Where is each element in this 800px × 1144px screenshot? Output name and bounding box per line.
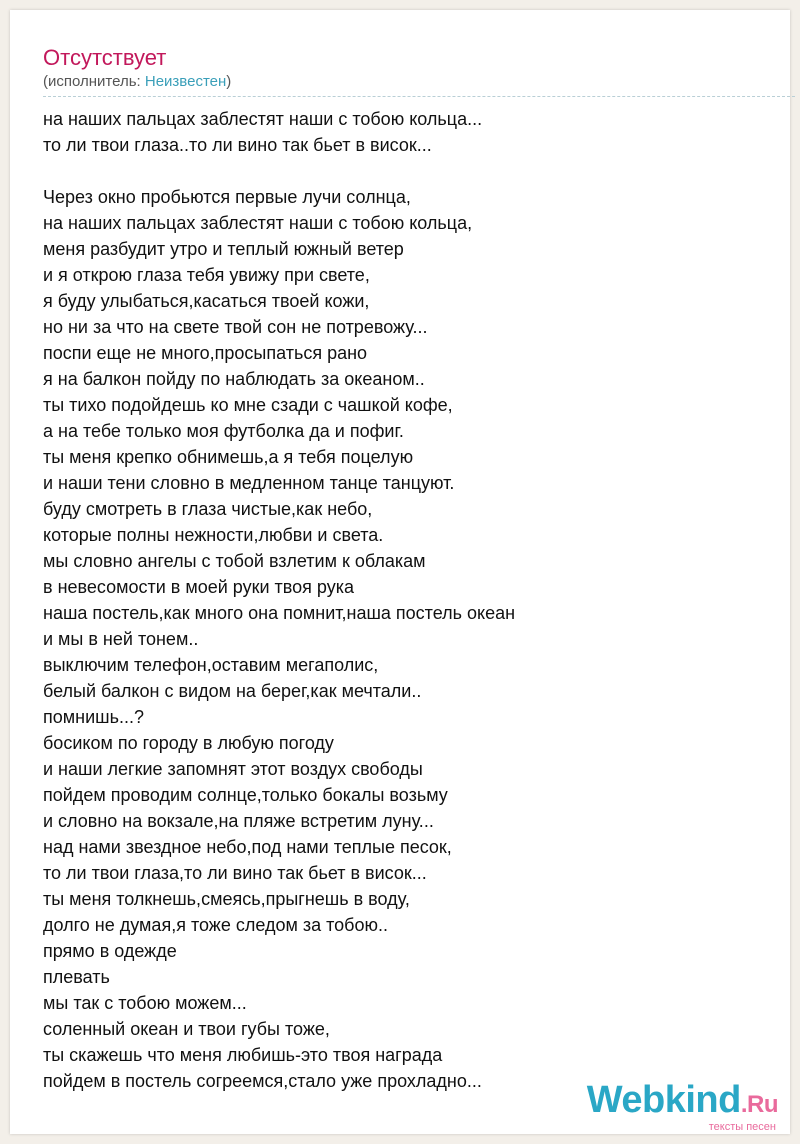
lyric-line: и я открою глаза тебя увижу при свете, (43, 265, 370, 285)
lyric-line: буду смотреть в глаза чистые,как небо, (43, 499, 373, 519)
lyric-line: помнишь...? (43, 707, 144, 727)
lyrics-text (43, 106, 515, 1094)
lyric-line: Через окно пробьются первые лучи солнца, (43, 187, 411, 207)
lyric-line: ты меня крепко обнимешь,а я тебя поцелую (43, 447, 414, 467)
lyric-line: я на балкон пойду по наблюдать за океаном.. (43, 369, 425, 389)
lyric-line: и словно на вокзале,на пляже встретим луну... (43, 811, 434, 831)
artist-line (43, 73, 231, 91)
lyric-line: выключим телефон,оставим мегаполис, (43, 655, 379, 675)
lyric-line: наша постель,как много она помнит,наша постель океан (43, 603, 516, 623)
lyric-line: прямо в одежде (43, 941, 177, 961)
lyric-line: и наши тени словно в медленном танце танцуют. (43, 473, 455, 493)
lyric-line: в невесомости в моей руки твоя рука (43, 577, 354, 597)
lyric-line: и наши легкие запомнят этот воздух свободы (43, 759, 423, 779)
lyric-line: долго не думая,я тоже следом за тобою.. (43, 915, 388, 935)
lyric-line: соленный океан и твои губы тоже, (43, 1019, 330, 1039)
lyrics-page (10, 10, 790, 1134)
lyric-line: ты скажешь что меня любишь-это твоя награда (43, 1045, 443, 1065)
lyric-line: ты тихо подойдешь ко мне сзади с чашкой кофе, (43, 395, 453, 415)
lyric-line: поспи еще не много,просыпаться рано (43, 343, 368, 363)
lyric-line: но ни за что на свете твой сон не потревожу... (43, 317, 428, 337)
lyric-line: мы так с тобою можем... (43, 993, 247, 1013)
lyric-line: то ли твои глаза,то ли вино так бьет в висок... (43, 863, 427, 883)
artist-prefix: (исполнитель: (43, 73, 145, 90)
lyric-line: на наших пальцах заблестят наши с тобою кольца... (43, 109, 483, 129)
site-logo[interactable] (583, 1080, 778, 1133)
title-divider (43, 96, 795, 97)
artist-link[interactable]: Неизвестен (144, 73, 227, 90)
lyric-line: то ли твои глаза..то ли вино так бьет в висок... (43, 135, 432, 155)
artist-suffix: ) (226, 73, 232, 90)
logo-tld: .Ru (740, 1091, 778, 1118)
lyric-line: белый балкон с видом на берег,как мечтали.. (43, 681, 422, 701)
stanza-break (43, 158, 515, 184)
lyric-line: меня разбудит утро и теплый южный ветер (43, 239, 404, 259)
logo-wordmark (583, 1080, 778, 1125)
lyric-line: плевать (43, 967, 110, 987)
lyric-line: пойдем проводим солнце,только бокалы возьму (43, 785, 448, 805)
lyric-line: которые полны нежности,любви и света. (43, 525, 384, 545)
lyric-line: босиком по городу в любую погоду (43, 733, 334, 753)
song-title: Отсутствует (43, 45, 167, 70)
lyric-line: пойдем в постель согреемся,стало уже прохладно... (43, 1071, 482, 1091)
lyric-line: а на тебе только моя футболка да и пофиг. (43, 421, 404, 441)
lyric-line: и мы в ней тонем.. (43, 629, 199, 649)
lyric-line: на наших пальцах заблестят наши с тобою кольца, (43, 213, 473, 233)
logo-name: Webkind (586, 1079, 741, 1121)
lyric-line: мы словно ангелы с тобой взлетим к облакам (43, 551, 426, 571)
lyric-line: я буду улыбаться,касаться твоей кожи, (43, 291, 370, 311)
lyric-line: над нами звездное небо,под нами теплые песок, (43, 837, 452, 857)
logo-tagline: тексты песен (708, 1121, 776, 1133)
lyric-line: ты меня толкнешь,смеясь,прыгнешь в воду, (43, 889, 410, 909)
